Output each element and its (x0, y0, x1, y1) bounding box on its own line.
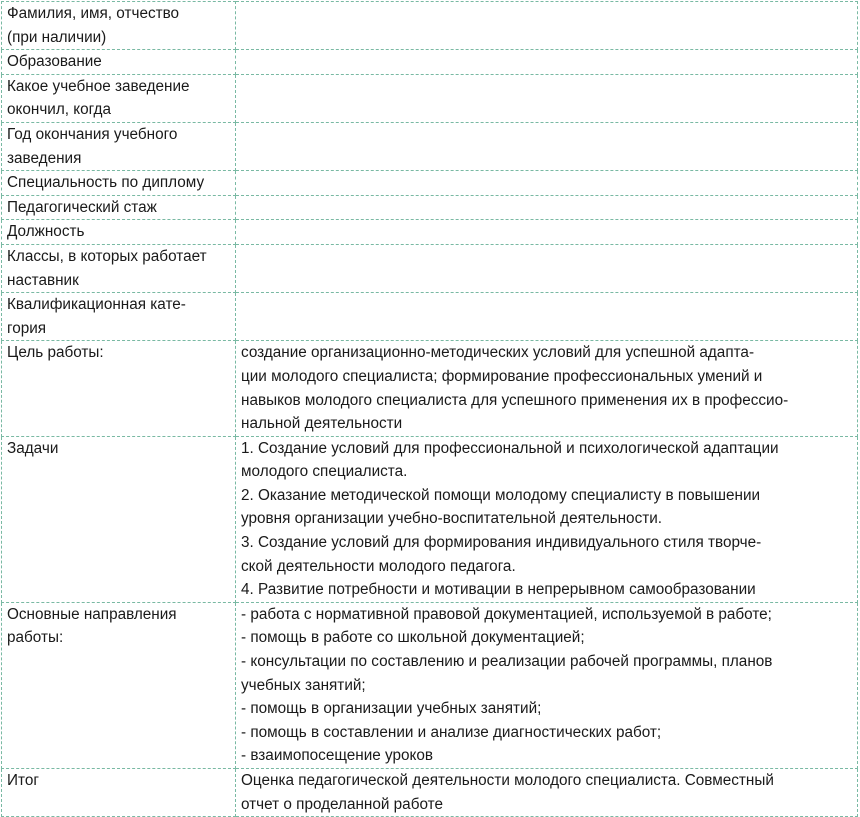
table-row (2, 2, 858, 50)
row-label-line: заведения (7, 149, 82, 167)
table-row (2, 293, 858, 341)
row-label-line: работы: (7, 629, 64, 647)
table-row (2, 50, 858, 75)
row-label-cell (2, 341, 236, 436)
table-row (2, 436, 858, 602)
row-value-line: отчет о проделанной работе (241, 795, 443, 813)
row-value-line: молодого специалиста. (241, 463, 408, 481)
row-value-line: создание организационно-методических условий для успешной адапта- (241, 344, 755, 362)
table-row (2, 171, 858, 196)
table-row (2, 341, 858, 436)
row-value-cell (236, 74, 858, 122)
row-label-line: Образование (7, 53, 102, 71)
table-row (2, 244, 858, 292)
row-label-cell (2, 50, 236, 75)
row-value-line: 4. Развитие потребности и мотивации в непрерывном самообразовании (241, 581, 756, 599)
row-label-line: Итог (7, 772, 39, 789)
row-value-line: Оценка педагогической деятельности молодого специалиста. Совместный (241, 772, 774, 789)
row-value-line: учебных занятий; (241, 676, 366, 694)
row-label-line: Фамилия, имя, отчество (7, 5, 180, 22)
row-label-line: Классы, в которых работает (7, 247, 207, 265)
row-value-cell (236, 293, 858, 341)
row-label-cell (2, 244, 236, 292)
row-label-line: Педагогический стаж (7, 198, 157, 216)
row-label-cell (2, 602, 236, 768)
row-label-cell (2, 769, 236, 817)
row-label-cell (2, 122, 236, 170)
row-label-line: Основные направления (7, 605, 177, 623)
row-label-cell (2, 293, 236, 341)
row-value-cell (236, 436, 858, 602)
row-label-line: Квалификационная кате- (7, 296, 186, 314)
table-row (2, 195, 858, 220)
table-row (2, 220, 858, 245)
row-label-line: Год окончания учебного (7, 125, 178, 143)
row-label-line: Какое учебное заведение (7, 77, 190, 95)
row-value-cell (236, 122, 858, 170)
row-label-line: Задачи (7, 439, 59, 457)
row-label-line: Цель работы: (7, 344, 104, 362)
row-label-line: наставник (7, 271, 79, 289)
row-value-line: 3. Создание условий для формирования индивидуального стиля творче- (241, 534, 762, 552)
row-value-cell (236, 220, 858, 245)
row-value-line: - помощь в работе со школьной документацией; (241, 629, 585, 647)
table-row (2, 769, 858, 817)
row-label-cell (2, 220, 236, 245)
row-value-line: - помощь в составлении и анализе диагностических работ; (241, 723, 662, 741)
row-label-cell (2, 436, 236, 602)
row-label-cell (2, 2, 236, 50)
row-label-line: (при наличии) (7, 28, 107, 46)
row-value-cell (236, 195, 858, 220)
row-value-cell (236, 244, 858, 292)
table-row (2, 602, 858, 768)
mentor-plan-table (1, 1, 858, 817)
row-value-cell (236, 171, 858, 196)
row-value-cell (236, 50, 858, 75)
row-value-cell (236, 2, 858, 50)
table-row (2, 122, 858, 170)
row-value-line: - работа с нормативной правовой документацией, используемой в работе; (241, 605, 772, 623)
row-value-line: навыков молодого специалиста для успешного применения их в профессио- (241, 391, 789, 409)
row-label-line: гория (7, 319, 47, 337)
row-value-line: уровня организации учебно-воспитательной деятельности. (241, 510, 663, 528)
row-label-line: окончил, когда (7, 101, 111, 119)
row-value-cell (236, 341, 858, 436)
row-value-cell (236, 769, 858, 817)
row-value-cell (236, 602, 858, 768)
row-value-line: 2. Оказание методической помощи молодому специалисту в повышении (241, 486, 761, 504)
table-row (2, 74, 858, 122)
row-value-line: - помощь в организации учебных занятий; (241, 700, 542, 718)
row-label-cell (2, 74, 236, 122)
row-label-line: Специальность по диплому (7, 174, 205, 192)
row-value-line: - взаимопосещение уроков (241, 747, 433, 765)
row-label-line: Должность (7, 223, 85, 241)
row-value-line: ской деятельности молодого педагога. (241, 557, 516, 575)
row-value-line: - консультации по составлению и реализации рабочей программы, планов (241, 653, 773, 671)
row-value-line: ции молодого специалиста; формирование профессиональных умений и (241, 367, 763, 385)
row-value-line: 1. Создание условий для профессиональной и психологической адаптации (241, 439, 779, 457)
table-body (2, 2, 858, 817)
row-label-cell (2, 171, 236, 196)
row-label-cell (2, 195, 236, 220)
row-value-line: нальной деятельности (241, 415, 403, 433)
